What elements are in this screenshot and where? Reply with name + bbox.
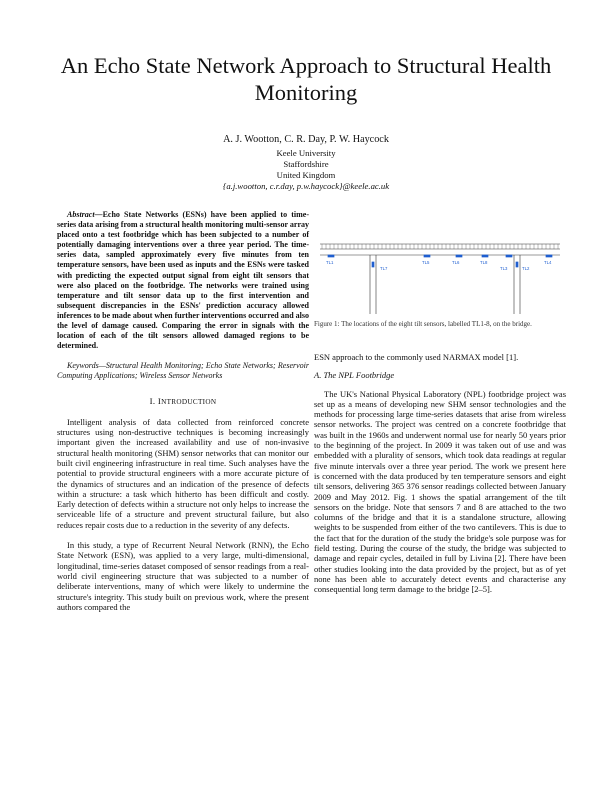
bridge-deck <box>320 244 560 255</box>
abstract-text: Echo State Networks (ESNs) have been applied to time-series data arising from a structural health monitoring multi-sensor array placed onto a test footbridge which has been subjected to a number of potentially damaging interventions over a three year period. The time-series data, sampled approximately every five minutes from ten temperature sensors, have been used as inputs and the ESNs were tasked with predicting the expected output signal from eight tilt sensors that were also placed on the footbridge. The networks were trained using temperature and tilt sensor data up to the first intervention and subsequent discrepancies in the ESNs' prediction accuracy allowed inferences to be made about when further interventions occurred and also the level of damage caused. Comparing the error in signals with the location of each of the tilt sensors allowed damaged regions to be determined. <box>57 210 309 351</box>
section-first-letter: I <box>157 395 162 406</box>
sensor-marker-tl5 <box>424 255 430 257</box>
intro-paragraph-1: Intelligent analysis of data collected from reinforced concrete structures using non-destructive techniques is becoming increasingly important given the increased availability and use of non-invasive structural health monitoring (SHM) sensor networks that can monitor our built civil engineering infrastructure in real time. Such analyses have the potential to provide structural engineers with a more accurate picture of the dynamics of structures and an indication of the presence of defects within a structure: a task which hitherto has been difficult and costly. Early detection of defects within a structure not only helps to increase the serviceable life of a structure and prevent structural failure, but also reduces repair costs due to a reduction in the severity of any defects. <box>57 416 309 530</box>
sensor-marker-tl6 <box>456 255 462 257</box>
figure-bridge-diagram <box>314 222 566 316</box>
affiliation-county: Staffordshire <box>283 159 329 169</box>
section-rest: NTRODUCTION <box>161 397 217 406</box>
sensor-marker-tl2 <box>516 262 518 267</box>
affiliation-university: Keele University <box>276 148 336 158</box>
keywords-label: Keywords— <box>67 361 106 371</box>
sensor-label-tl4: TL4 <box>544 260 552 265</box>
sensor-marker-tl8 <box>482 255 488 257</box>
author-list: A. J. Wootton, C. R. Day, P. W. Haycock <box>223 134 389 145</box>
section-heading-introduction <box>57 396 309 407</box>
sensor-label-tl2: TL2 <box>522 266 530 271</box>
continuation-text: ESN approach to the commonly used NARMAX model [1]. <box>314 352 519 362</box>
sensor-label-tl6: TL6 <box>452 260 460 265</box>
affiliation-email: {a.j.wootton, c.r.day, p.w.haycock}@keele.ac.uk <box>222 181 390 191</box>
sensor-marker-tl4 <box>546 255 552 257</box>
keywords-text: Structural Health Monitoring; Echo State Networks; Reservoir Computing Applications; Wireless Sensor Networks <box>57 361 309 381</box>
abstract-label: Abstract— <box>67 210 103 219</box>
sensor-label-tl3: TL3 <box>500 266 508 271</box>
affiliation-block <box>156 148 456 192</box>
deck-rail-ticks <box>322 244 558 249</box>
right-column <box>314 352 566 605</box>
bridge-columns <box>370 255 520 314</box>
keywords <box>57 361 309 381</box>
sensor-label-tl5: TL5 <box>422 260 430 265</box>
subsection-heading-npl: A. The NPL Footbridge <box>314 370 395 381</box>
figure-caption: Figure 1: The locations of the eight tilt sensors, labelled TL1-8, on the bridge. <box>314 320 532 328</box>
npl-paragraph: The UK's National Physical Laboratory (NPL) footbridge project was set up as a means of developing new SHM sensor technologies and the methods for processing large time-series datasets that arise from wireless sensor networks. The project was centred on a concrete footbridge that was built in the 1960s and underwent normal use for nearly 50 years prior to the beginning of the project. In 2009 it was taken out of use and was embedded with a plurality of sensors, which took data readings at regular five minute intervals over a three year period. The work we present here is concerned with the data produced by ten temperature sensors and eight tilt sensors, delivering 365 376 sensor readings collected between January 2009 and May 2012. Fig. 1 shows the spatial arrangement of the tilt sensors on the bridge. Note that sensors 7 and 8 are attached to the two columns of the bridge and that it is a standalone structure, allowing weights to be suspended from either of the two cantilevers. This is due to the fact that for the duration of the study the bridge's sole purpose was for field testing. During the course of the study, the bridge was subjected to damage and repair cycles, detailed in full by Livina [2]. There have been other studies looking into the data provided by the project, but as of yet none has been able to accurately detect events and characterise any consequential long term damage to the bridge [2–5]. <box>314 388 566 595</box>
paper-title: An Echo State Network Approach to Structural Health Monitoring <box>60 53 552 105</box>
sensor-label-tl7: TL7 <box>380 266 388 271</box>
bridge-diagram-svg <box>314 222 566 316</box>
left-column <box>57 210 309 622</box>
sensor-marker-tl3 <box>506 255 512 257</box>
affiliation-country: United Kingdom <box>276 170 336 180</box>
intro-paragraph-2: In this study, a type of Recurrent Neural Network (RNN), the Echo State Network (ESN), was applied to a very large, multi-dimensional, longitudinal, time-series dataset composed of sensor readings from a real-world civil engineering structure that was subjected to a number of deliberate interventions, many of which were likely to undermine the structure's integrity. This study built on previous work, where the present authors compared the <box>57 540 309 612</box>
sensor-label-tl1: TL1 <box>326 260 334 265</box>
sensor-markers <box>328 255 552 267</box>
sensor-marker-tl7 <box>372 262 374 267</box>
abstract <box>57 210 309 351</box>
sensor-label-tl8: TL8 <box>480 260 488 265</box>
sensor-marker-tl1 <box>328 255 334 257</box>
section-numeral: I. <box>149 395 156 406</box>
